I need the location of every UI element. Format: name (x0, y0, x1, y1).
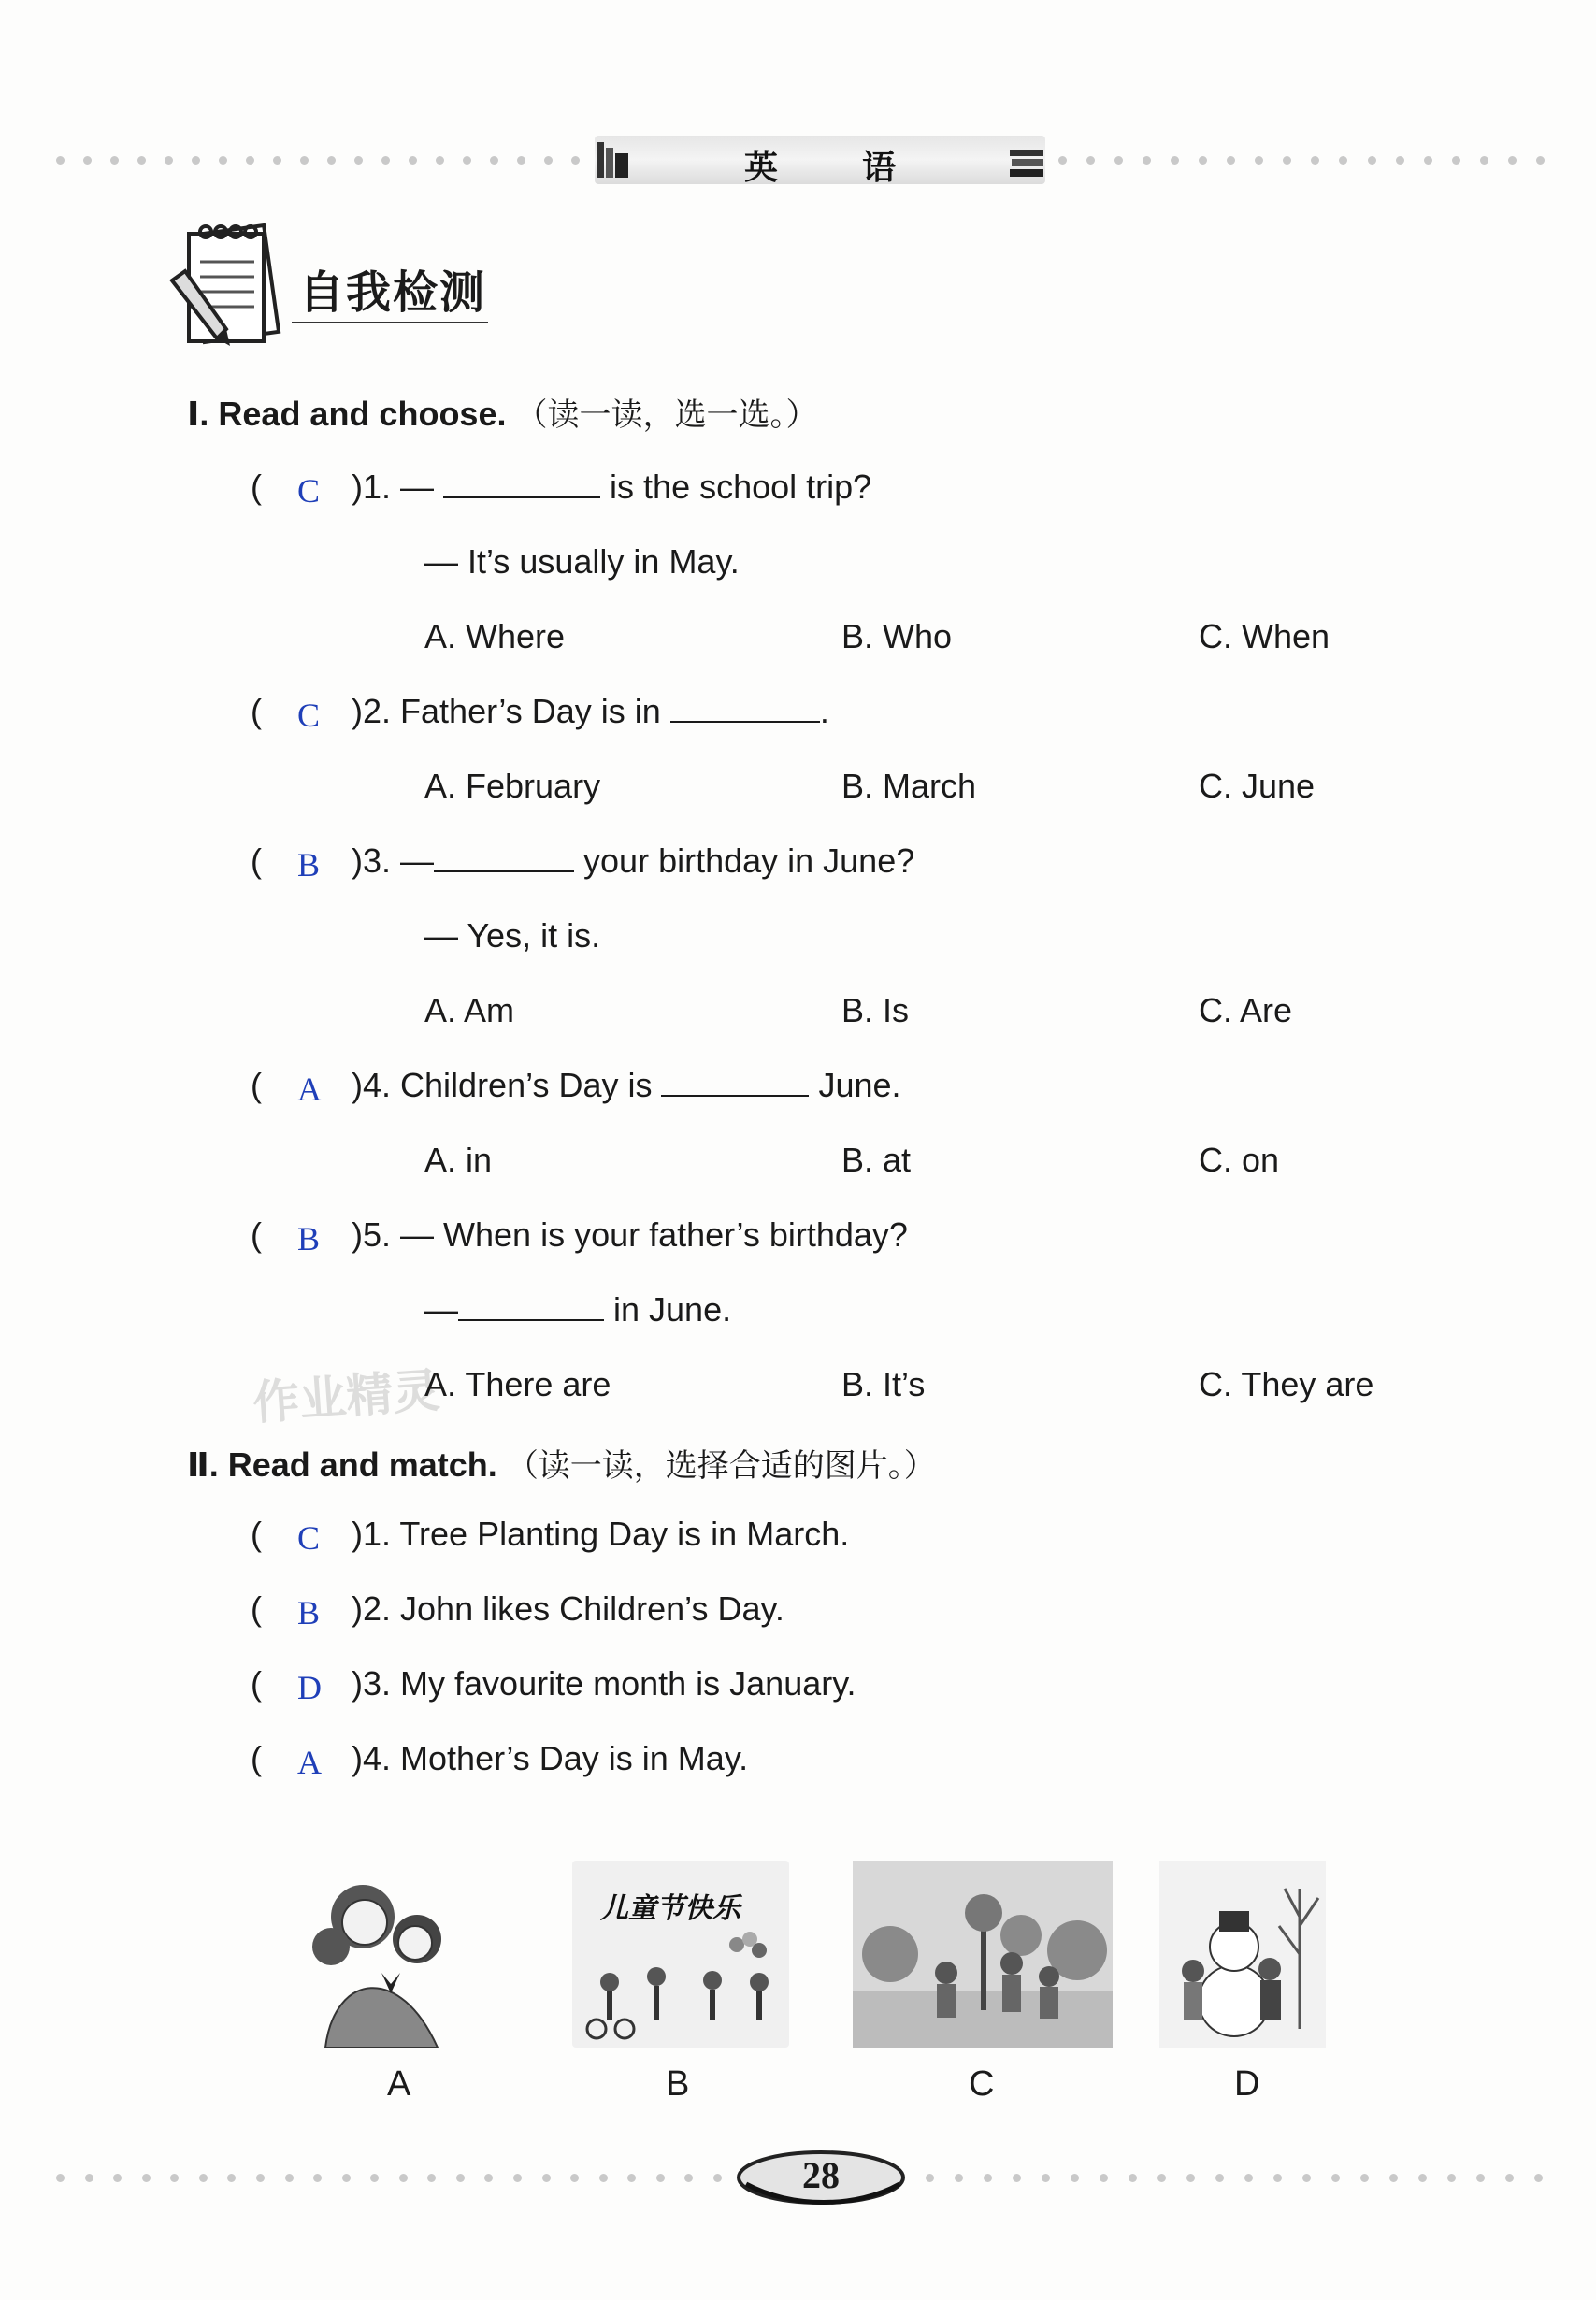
part2-heading (187, 1440, 936, 1486)
option-c: C. They are (1199, 1365, 1374, 1403)
option-b: B. Who (841, 617, 953, 655)
question-stem: )4. Children’s Day is June. (352, 1066, 901, 1104)
option-c: C. Are (1199, 991, 1293, 1029)
answer-blank (443, 468, 600, 498)
picture-label: C (969, 2064, 995, 2104)
picture-childrens-day (572, 1861, 789, 2048)
option-b: B. It’s (841, 1365, 926, 1403)
answer-paren: ( (251, 1066, 262, 1104)
picture-tree-planting (853, 1861, 1113, 2048)
children-illustration (572, 1861, 789, 2048)
top-dots-right (1058, 155, 1545, 165)
part2-heading-cn: （读一读，选择合适的图片。） (506, 1447, 936, 1485)
answer-mark: C (297, 472, 321, 510)
section-underline (292, 322, 488, 323)
question-stem: )1. — is the school trip? (352, 467, 872, 506)
question-stem: )2. Father’s Day is in . (352, 692, 829, 730)
answer-paren: ( (251, 692, 262, 730)
question-reply: — It’s usually in May. (424, 542, 740, 581)
option-b: B. at (841, 1141, 912, 1179)
page-number: 28 (802, 2154, 840, 2196)
section-header (168, 215, 505, 355)
answer-paren: ( (251, 1215, 262, 1254)
question-reply: — Yes, it is. (424, 916, 601, 955)
notebook-pencil-icon (168, 215, 290, 355)
option-b: B. March (841, 767, 977, 805)
option-c: C. on (1199, 1141, 1280, 1179)
picture-caption: 儿童节快乐 (600, 1892, 740, 1925)
part1-heading-cn: （读一读，选一选。） (515, 396, 818, 434)
picture-label: B (666, 2064, 690, 2104)
option-b: B. Is (841, 991, 910, 1029)
picture-mothers-day (297, 1861, 466, 2048)
bottom-dots-left (56, 2173, 722, 2182)
subject-label: 英语 (743, 148, 980, 187)
part2-heading-en: Ⅱ. Read and match. (187, 1445, 497, 1484)
match-item: )1. Tree Planting Day is in March. (352, 1515, 850, 1553)
part1-heading-en: Ⅰ. Read and choose. (187, 395, 507, 433)
answer-blank (458, 1291, 604, 1321)
answer-blank (670, 693, 820, 723)
part1-heading (187, 389, 818, 435)
answer-paren: ( (251, 467, 262, 506)
picture-label: D (1234, 2064, 1260, 2104)
answer-mark: C (297, 1519, 321, 1557)
answer-paren: ( (251, 1664, 262, 1703)
question-stem: )5. — When is your father’s birthday? (352, 1215, 908, 1254)
answer-mark: B (297, 846, 321, 884)
option-a: A. in (424, 1141, 493, 1179)
answer-mark: D (297, 1669, 322, 1706)
answer-mark: B (297, 1220, 321, 1258)
bottom-dots-right (926, 2173, 1543, 2182)
books-icon (1008, 140, 1045, 180)
question-stem: )3. — your birthday in June? (352, 841, 915, 880)
answer-paren: ( (251, 1589, 262, 1628)
page-number-badge (735, 2147, 907, 2208)
question-reply: — in June. (424, 1290, 732, 1329)
match-item: )3. My favourite month is January. (352, 1664, 856, 1703)
answer-paren: ( (251, 1515, 262, 1553)
answer-paren: ( (251, 1739, 262, 1777)
answer-mark: B (297, 1594, 321, 1632)
top-dots-left (56, 155, 580, 165)
section-title: 自我检测 (299, 266, 487, 319)
answer-paren: ( (251, 841, 262, 880)
match-item: )4. Mother’s Day is in May. (352, 1739, 749, 1777)
answer-blank (661, 1067, 809, 1097)
answer-mark: A (297, 1071, 322, 1108)
option-a: A. Am (424, 991, 515, 1029)
watermark: 作业精灵 (251, 1364, 441, 1430)
answer-mark: A (297, 1744, 322, 1781)
option-c: C. When (1199, 617, 1330, 655)
answer-blank (434, 842, 574, 872)
picture-snowman (1159, 1861, 1326, 2048)
match-item: )2. John likes Children’s Day. (352, 1589, 784, 1628)
subject-banner (595, 136, 1045, 187)
option-c: C. June (1199, 767, 1316, 805)
option-a: A. February (424, 767, 601, 805)
option-a: A. Where (424, 617, 566, 655)
picture-label: A (387, 2064, 411, 2104)
answer-mark: C (297, 697, 321, 734)
option-a: A. There are (424, 1365, 611, 1403)
